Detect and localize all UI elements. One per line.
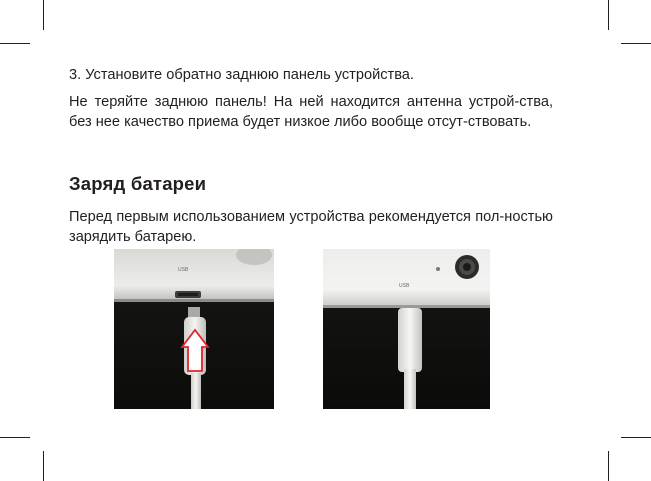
step-3-text: 3. Установите обратно заднюю панель устройства. bbox=[69, 67, 414, 83]
charging-photo-before-insert-art bbox=[114, 249, 274, 409]
crop-mark-bottom-right-vertical bbox=[608, 451, 609, 481]
section-heading: Заряд батареи bbox=[69, 173, 207, 194]
usb-port-label: USB bbox=[399, 283, 410, 289]
crop-mark-top-left-vertical bbox=[43, 0, 44, 30]
crop-mark-top-right-vertical bbox=[608, 0, 609, 30]
crop-mark-bottom-left-vertical bbox=[43, 451, 44, 481]
crop-mark-top-right-horizontal bbox=[621, 43, 651, 44]
charging-photo-before-insert bbox=[114, 249, 274, 409]
charge-intro-text: Перед первым использованием устройства рекомендуется пол-ностью зарядить батарею. bbox=[69, 209, 553, 245]
crop-mark-bottom-right-horizontal bbox=[621, 437, 651, 438]
micro-usb-plug-inserted bbox=[398, 308, 422, 372]
charging-photo-inserted bbox=[323, 249, 490, 409]
warning-note: Не теряйте заднюю панель! На ней находится антенна устрой-ства, без нее качество приема будет низкое либо вообще отсут-ствовать. bbox=[69, 94, 553, 130]
crop-mark-bottom-left-horizontal bbox=[0, 437, 30, 438]
usb-port-label: USB bbox=[178, 267, 189, 273]
charging-photo-inserted-art bbox=[323, 249, 490, 409]
crop-mark-top-left-horizontal bbox=[0, 43, 30, 44]
